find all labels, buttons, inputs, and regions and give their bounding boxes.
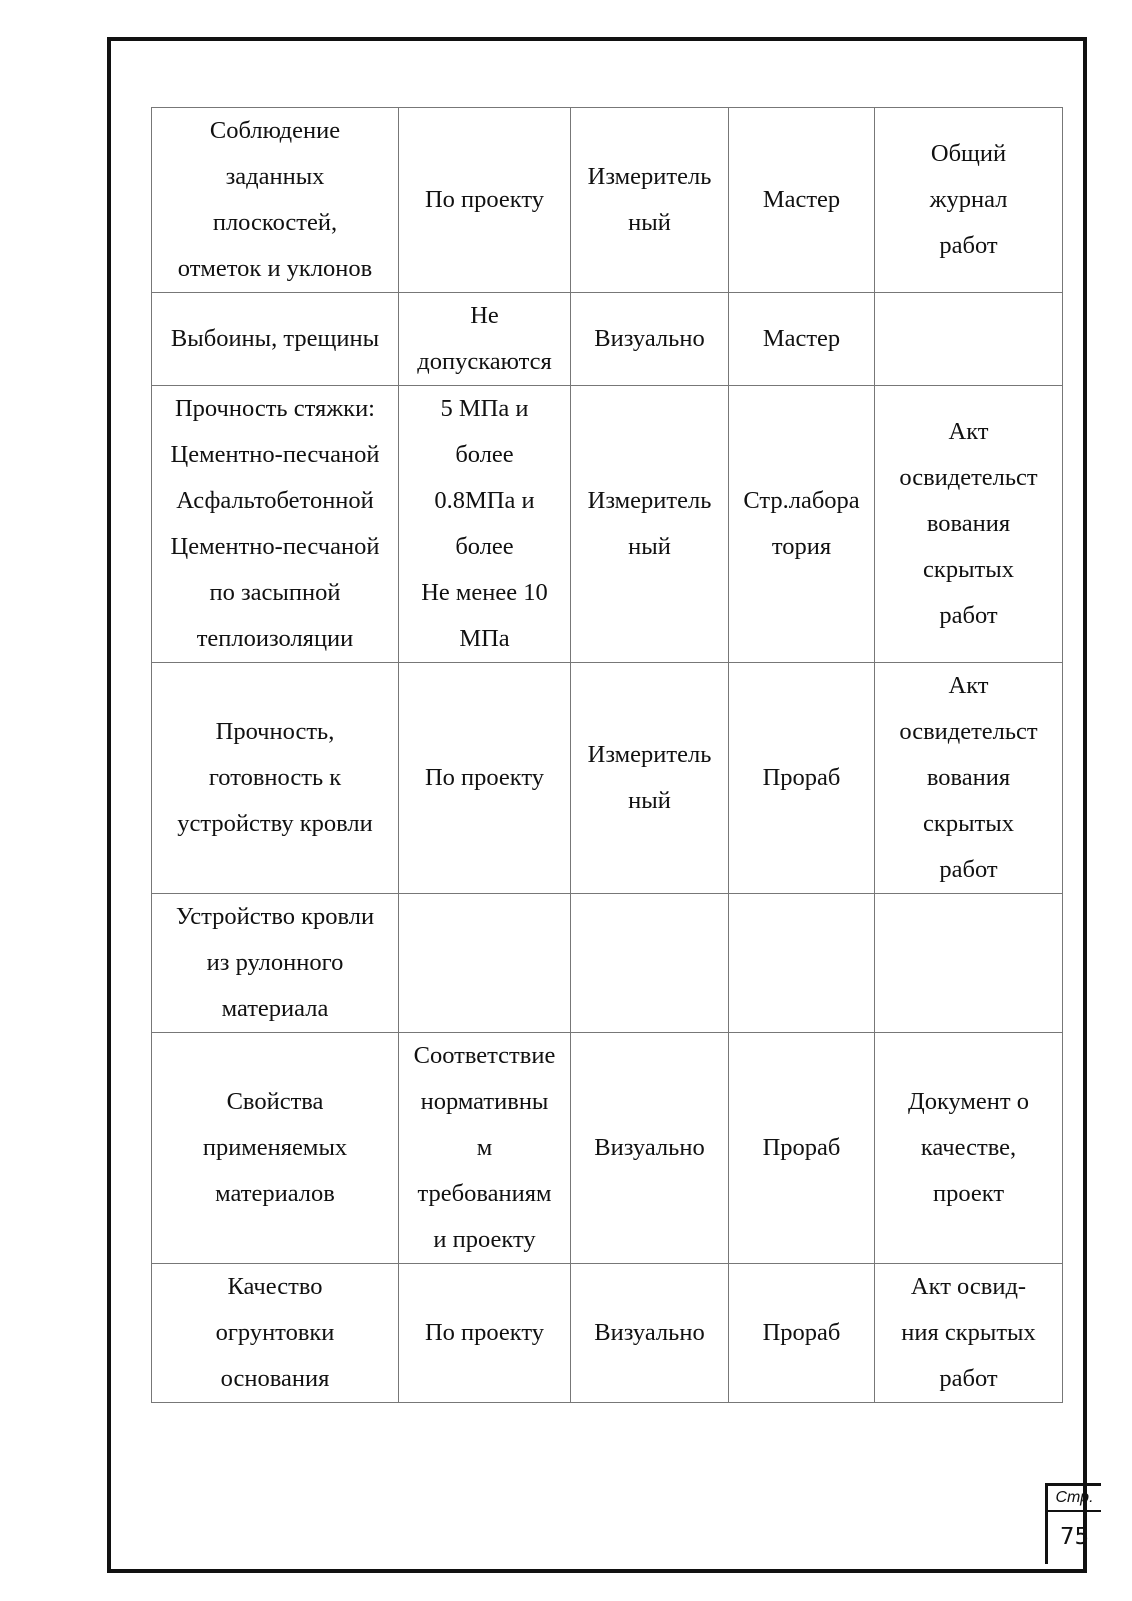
page-number-box [1045,1483,1101,1564]
table-cell-method: Измеритель ный [571,108,729,293]
table-cell-method: Измеритель ный [571,386,729,663]
page-number: 75 [1059,1524,1090,1550]
table-cell-document: Акт освид- ния скрытых работ [875,1264,1063,1403]
table-cell-parameter: Свойства применяемых материалов [152,1033,399,1264]
table-cell-method: Визуально [571,1033,729,1264]
table-cell-requirement: Не допускаются [399,293,571,386]
table-cell-requirement: Соответствие нормативны м требованиям и проекту [399,1033,571,1264]
table-cell-document: Общий журнал работ [875,108,1063,293]
table-cell-document: Документ о качестве, проект [875,1033,1063,1264]
table-row [152,386,1063,663]
page-label: Стр. [1048,1486,1101,1512]
table-cell-parameter: Выбоины, трещины [152,293,399,386]
table-cell-responsible: Прораб [729,1033,875,1264]
table-cell-responsible: Мастер [729,108,875,293]
table-cell-method: Визуально [571,1264,729,1403]
table-row [152,663,1063,894]
table-cell-parameter: Устройство кровли из рулонного материала [152,894,399,1033]
table-row [152,293,1063,386]
table-cell-requirement [399,894,571,1033]
table-cell-document: Акт освидетельст вования скрытых работ [875,386,1063,663]
table-cell-parameter: Прочность, готовность к устройству кровли [152,663,399,894]
table-cell-document [875,293,1063,386]
table-cell-responsible [729,894,875,1033]
table-cell-parameter: Прочность стяжки: Цементно-песчаной Асфальтобетонной Цементно-песчаной по засыпной теплоизоляции [152,386,399,663]
table-cell-responsible: Стр.лабора тория [729,386,875,663]
table-cell-requirement: По проекту [399,663,571,894]
table-cell-requirement: 5 МПа и более 0.8МПа и более Не менее 10 МПа [399,386,571,663]
table-cell-responsible: Мастер [729,293,875,386]
table-cell-requirement: По проекту [399,108,571,293]
table-row [152,108,1063,293]
inspection-table [151,107,1063,1403]
table-row [152,894,1063,1033]
table-cell-method: Визуально [571,293,729,386]
table-cell-method [571,894,729,1033]
table-row [152,1033,1063,1264]
table-cell-responsible: Прораб [729,663,875,894]
table-cell-document [875,894,1063,1033]
table-cell-method: Измеритель ный [571,663,729,894]
table-row [152,1264,1063,1403]
table-cell-parameter: Соблюдение заданных плоскостей, отметок и уклонов [152,108,399,293]
table-cell-parameter: Качество огрунтовки основания [152,1264,399,1403]
table-cell-requirement: По проекту [399,1264,571,1403]
table-cell-document: Акт освидетельст вования скрытых работ [875,663,1063,894]
table-cell-responsible: Прораб [729,1264,875,1403]
